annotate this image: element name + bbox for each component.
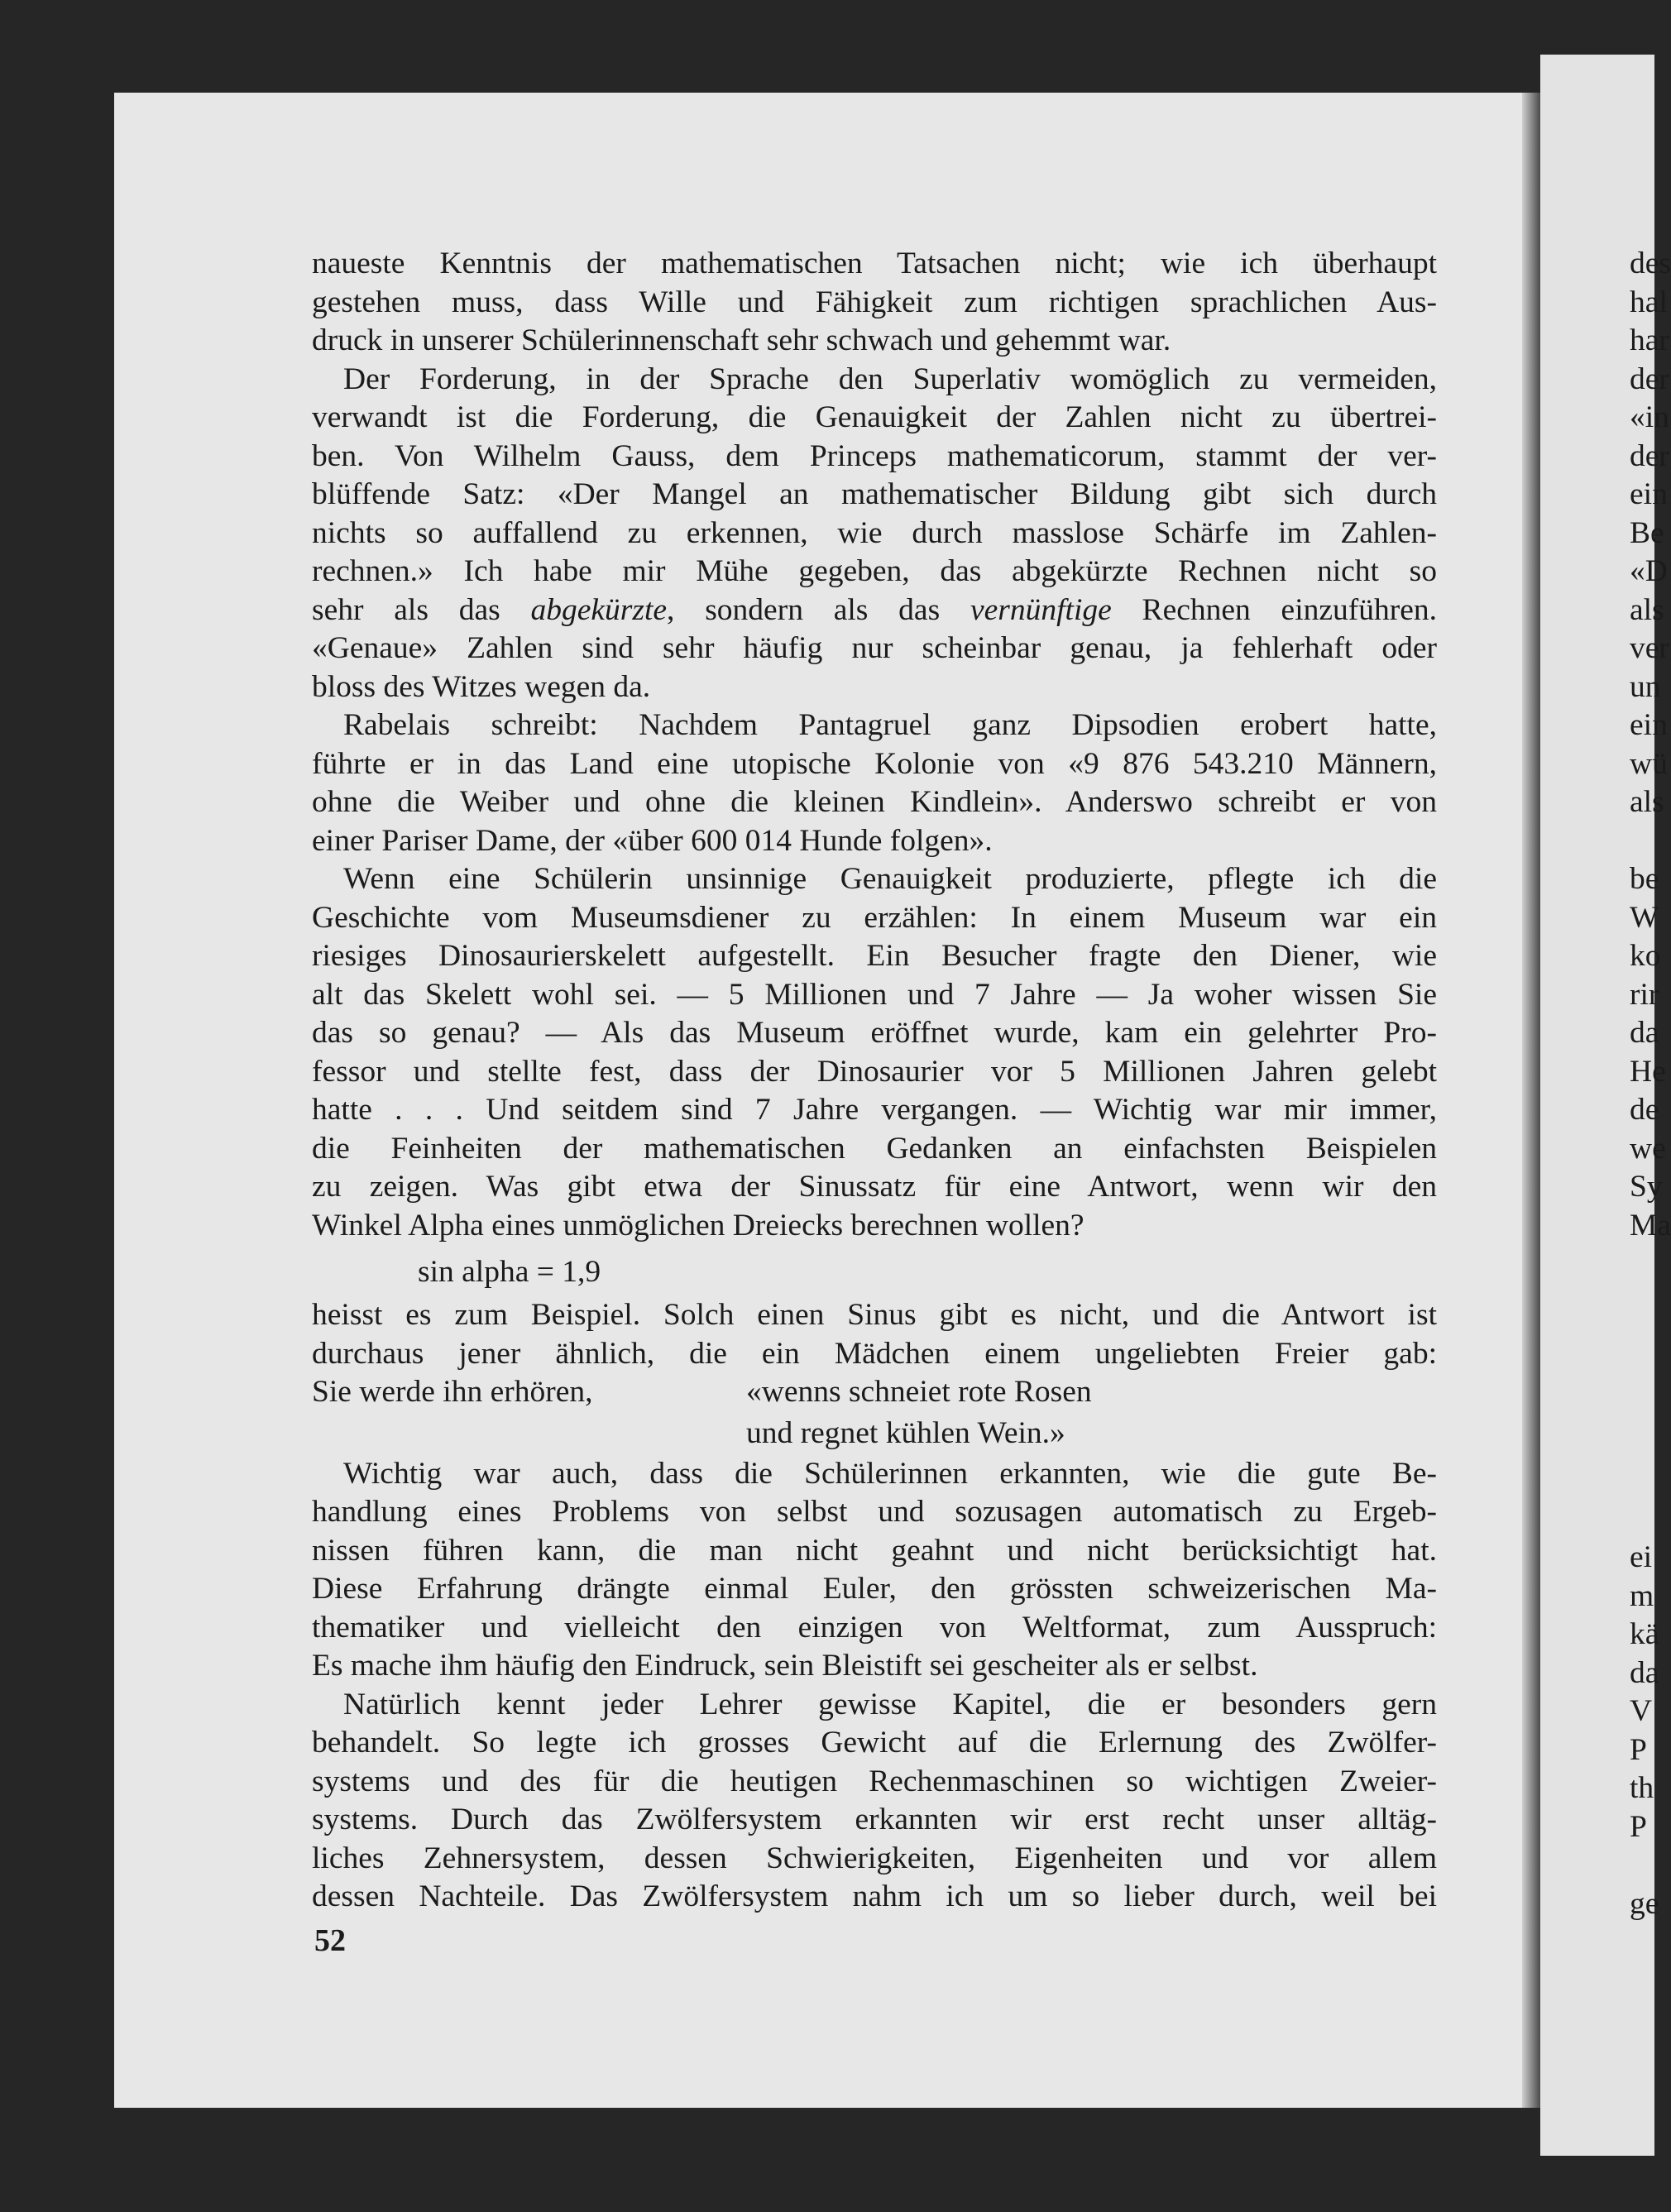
text-line: hatte . . . Und seitdem sind 7 Jahre vergangen. — Wichtig war mir immer, <box>312 1093 1437 1127</box>
page-number: 52 <box>314 1923 346 1958</box>
fragment-line: der <box>1630 361 1669 396</box>
text-line: behandelt. So legte ich grosses Gewicht auf die Erlernung des Zwölfer- <box>312 1726 1437 1760</box>
fragment-line: «D <box>1630 554 1668 588</box>
fragment-line: V <box>1630 1694 1653 1728</box>
text-line: verwandt ist die Forderung, die Genauigkeit der Zahlen nicht zu übertrei- <box>312 400 1437 434</box>
italic-word: vernünftige <box>970 592 1112 627</box>
fragment-line: P <box>1630 1809 1647 1844</box>
text-line: Wichtig war auch, dass die Schülerinnen erkannten, wie die gute Be- <box>343 1456 1437 1491</box>
fragment-line: He <box>1630 1054 1666 1089</box>
fragment-line: we <box>1630 1131 1666 1166</box>
fragment-line: «in <box>1630 400 1669 434</box>
text-line: Geschichte vom Museumsdiener zu erzählen: In einem Museum war ein <box>312 900 1437 935</box>
fragment-line: be <box>1630 862 1659 896</box>
text-line: führte er in das Land eine utopische Kolonie von «9 876 543.210 Männern, <box>312 746 1437 781</box>
text-line: ohne die Weiber und ohne die kleinen Kindlein». Anderswo schreibt er von <box>312 785 1437 819</box>
text-line: Der Forderung, in der Sprache den Superlativ womöglich zu vermeiden, <box>343 361 1437 396</box>
text-line-with-italics: sehr als das abgekürzte, sondern als das vernünftige Rechnen einzuführen. <box>312 592 1437 627</box>
italic-word: abgekürzte <box>530 592 668 627</box>
fragment-line: de <box>1630 1093 1659 1127</box>
text-line: einer Pariser Dame, der «über 600 014 Hunde folgen». <box>312 823 993 858</box>
text-line: Rabelais schreibt: Nachdem Pantagruel ganz Dipsodien erobert hatte, <box>343 708 1437 742</box>
formula: sin alpha = 1,9 <box>418 1255 601 1289</box>
quote-line <box>312 1373 1437 1412</box>
text-line: Wenn eine Schülerin unsinnige Genauigkeit produzierte, pflegte ich die <box>343 862 1437 896</box>
text-line: liches Zehnersystem, dessen Schwierigkeiten, Eigenheiten und vor allem <box>312 1841 1437 1875</box>
fragment-line: ei <box>1630 1540 1653 1574</box>
text-line: handlung eines Problems von selbst und sozusagen automatisch zu Ergeb- <box>312 1495 1437 1529</box>
quote-verse: «wenns schneiet rote Rosen <box>746 1375 1092 1409</box>
text-line: die Feinheiten der mathematischen Gedanken an einfachsten Beispielen <box>312 1131 1437 1166</box>
text-line: Winkel Alpha eines unmöglichen Dreiecks berechnen wollen? <box>312 1208 1084 1242</box>
text-line: das so genau? — Als das Museum eröffnet wurde, kam ein gelehrter Pro- <box>312 1016 1437 1050</box>
fragment-line: als <box>1630 592 1664 627</box>
text-line: bloss des Witzes wegen da. <box>312 669 651 704</box>
fragment-line: ein <box>1630 708 1668 742</box>
book-gutter <box>1522 93 1540 2108</box>
fragment-line: des <box>1630 247 1671 280</box>
text-line: alt das Skelett wohl sei. — 5 Millionen und 7 Jahre — Ja woher wissen Sie <box>312 977 1437 1012</box>
text-line: thematiker und vielleicht den einzigen von Weltformat, zum Ausspruch: <box>312 1610 1437 1645</box>
fragment-line: der <box>1630 438 1669 473</box>
fragment-line: wü <box>1630 746 1668 781</box>
fragment-line: da <box>1630 1016 1659 1050</box>
fragment-line: ge <box>1630 1886 1659 1921</box>
body-text <box>312 245 1437 1917</box>
fragment-line: Ma <box>1630 1208 1671 1242</box>
fragment-line: W <box>1630 900 1659 935</box>
text-line: Es mache ihm häufig den Eindruck, sein Bleistift sei gescheiter als er selbst. <box>312 1649 1258 1683</box>
text-line: systems und des für die heutigen Rechenmaschinen so wichtigen Zweier- <box>312 1764 1437 1798</box>
text-line: Natürlich kennt jeder Lehrer gewisse Kapitel, die er besonders gern <box>343 1687 1437 1721</box>
text-line: nichts so auffallend zu erkennen, wie durch masslose Schärfe im Zahlen- <box>312 515 1437 550</box>
fragment-line <box>1630 822 1671 861</box>
text-line: durchaus jener ähnlich, die ein Mädchen einem ungeliebten Freier gab: <box>312 1336 1437 1371</box>
fragment-line: als <box>1630 785 1664 819</box>
text-line: druck in unserer Schülerinnenschaft sehr schwach und gehemmt war. <box>312 323 1171 357</box>
text-line: «Genaue» Zahlen sind sehr häufig nur scheinbar genau, ja fehlerhaft oder <box>312 631 1437 665</box>
fragment-line: ko <box>1630 939 1661 973</box>
quote-verse: und regnet kühlen Wein.» <box>746 1415 1065 1450</box>
fragment-line: har <box>1630 323 1669 357</box>
text-line: fessor und stellte fest, dass der Dinosaurier vor 5 Millionen Jahren gelebt <box>312 1054 1437 1089</box>
right-page-text-fragments <box>1630 1539 1659 1923</box>
fragment-line: da <box>1630 1655 1659 1690</box>
fragment-line: m <box>1630 1578 1654 1613</box>
fragment-line <box>1630 1846 1659 1885</box>
text-line: ben. Von Wilhelm Gauss, dem Princeps mathematicorum, stammt der ver- <box>312 438 1437 473</box>
text-line: dessen Nachteile. Das Zwölfersystem nahm ich um so lieber durch, weil bei <box>312 1879 1437 1913</box>
fragment-line: kä <box>1630 1617 1659 1651</box>
fragment-line: un <box>1630 669 1661 704</box>
fragment-line: Be <box>1630 515 1664 550</box>
text-line: nissen führen kann, die man nicht geahnt und nicht berücksichtigt hat. <box>312 1533 1437 1568</box>
quote-lead: Sie werde ihn erhören, <box>312 1375 593 1409</box>
fragment-line: P <box>1630 1732 1647 1767</box>
fragment-line: ein <box>1630 477 1668 511</box>
text-line: blüffende Satz: «Der Mangel an mathematischer Bildung gibt sich durch <box>312 477 1437 511</box>
fragment-line: hal <box>1630 285 1668 319</box>
text-line: Diese Erfahrung drängte einmal Euler, den grössten schweizerischen Ma- <box>312 1572 1437 1606</box>
text-line: heisst es zum Beispiel. Solch einen Sinus gibt es nicht, und die Antwort ist <box>312 1298 1437 1332</box>
fragment-line: Sy <box>1630 1170 1663 1204</box>
right-page-text-fragments <box>1630 245 1671 1245</box>
fragment-line: ver <box>1630 631 1669 665</box>
text-line: riesiges Dinosaurierskelett aufgestellt. Ein Besucher fragte den Diener, wie <box>312 939 1437 973</box>
text-line: zu zeigen. Was gibt etwa der Sinussatz für eine Antwort, wenn wir den <box>312 1170 1437 1204</box>
fragment-line: rir <box>1630 977 1659 1012</box>
text-line: gestehen muss, dass Wille und Fähigkeit zum richtigen sprachlichen Aus- <box>312 285 1437 319</box>
text-line: rechnen.» Ich habe mir Mühe gegeben, das abgekürzte Rechnen nicht so <box>312 554 1437 588</box>
fragment-line: th <box>1630 1771 1654 1805</box>
text-line: systems. Durch das Zwölfersystem erkannten wir erst recht unser alltäg- <box>312 1803 1437 1836</box>
text-line: naueste Kenntnis der mathematischen Tatsachen nicht; wie ich überhaupt <box>312 247 1437 280</box>
